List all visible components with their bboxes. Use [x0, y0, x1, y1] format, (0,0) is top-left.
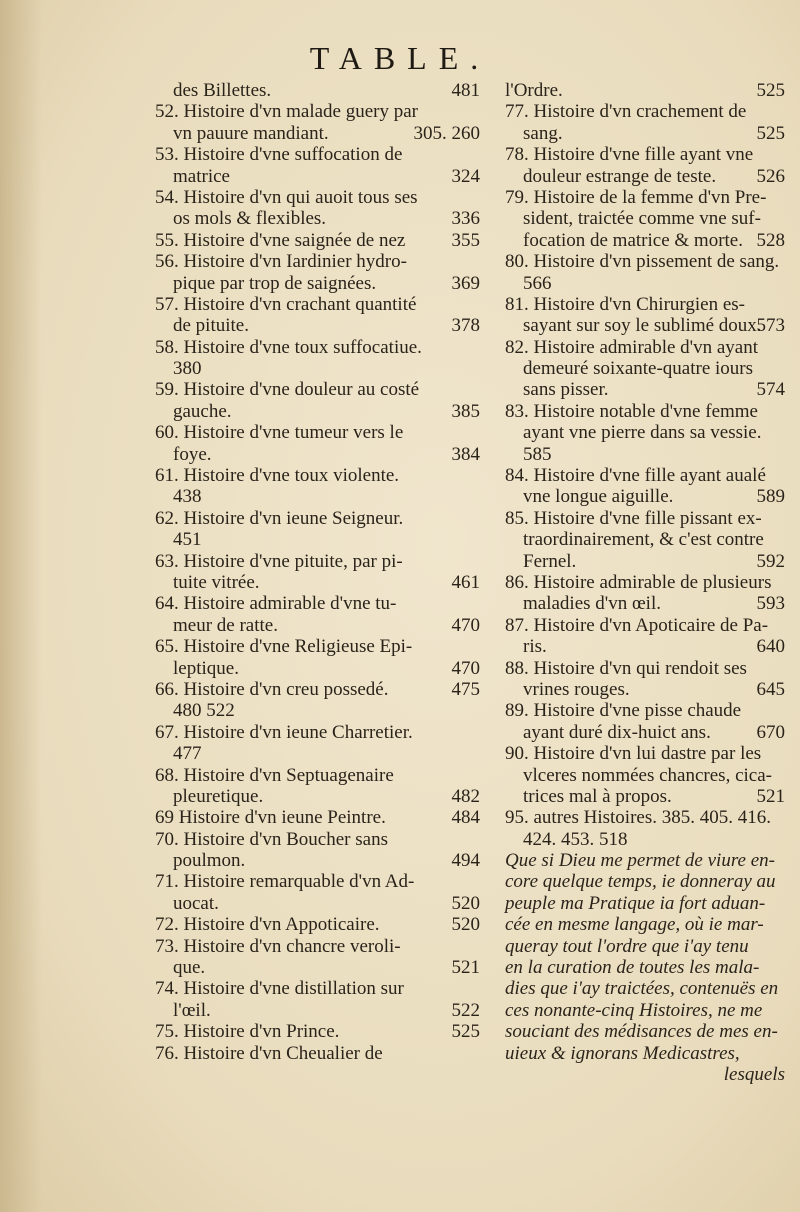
- toc-line: [155, 636, 480, 657]
- toc-line: [505, 251, 785, 272]
- toc-line: [155, 166, 480, 187]
- toc-line: [505, 315, 785, 336]
- toc-entry-text: 64. Histoire admirable d'vne tu-: [155, 593, 397, 615]
- closing-note-line: dies que i'ay traictées, contenuës en: [505, 978, 779, 1000]
- toc-entry-text: 73. Histoire d'vn chancre veroli-: [155, 935, 401, 957]
- closing-note-line: core quelque temps, ie donneray au: [505, 871, 776, 893]
- toc-entry-text: 380: [173, 358, 202, 380]
- toc-entry-text: l'Ordre.: [505, 80, 563, 101]
- toc-line: [155, 486, 480, 507]
- toc-line: [155, 251, 480, 272]
- toc-entry-text: 70. Histoire d'vn Boucher sans: [155, 828, 388, 850]
- closing-note-line: souciant des médisances de mes en-: [505, 1021, 778, 1043]
- toc-line: [155, 465, 480, 486]
- toc-entry-text: 82. Histoire admirable d'vn ayant: [505, 336, 758, 358]
- toc-line: [155, 444, 480, 465]
- toc-entry-text: maladies d'vn œil.: [523, 593, 661, 615]
- page-header-title: TABLE.: [309, 40, 491, 76]
- toc-page-number: 305. 260: [413, 122, 480, 144]
- toc-entry-text: sans pisser.: [523, 379, 609, 401]
- toc-entry-text: tuite vitrée.: [173, 571, 260, 593]
- toc-line: [155, 700, 480, 721]
- toc-line: [155, 294, 480, 315]
- toc-entry-text: 83. Histoire notable d'vne femme: [505, 400, 758, 422]
- toc-entry-text: 84. Histoire d'vne fille ayant aualé: [505, 465, 766, 487]
- toc-entry-text: 71. Histoire remarquable d'vn Ad-: [155, 871, 415, 893]
- toc-entry-text: 80. Histoire d'vn pissement de sang.: [505, 251, 780, 273]
- toc-entry-text: de pituite.: [173, 315, 249, 337]
- toc-entry-text: matrice: [173, 165, 230, 187]
- toc-line: [505, 401, 785, 422]
- toc-line: [155, 1000, 480, 1021]
- toc-line: [155, 914, 480, 935]
- toc-entry-text: leptique.: [173, 657, 239, 679]
- toc-page-number: 574: [756, 379, 785, 401]
- toc-line: [155, 529, 480, 550]
- toc-page-number: 336: [451, 208, 480, 230]
- toc-page-number: 573: [756, 315, 785, 337]
- toc-line: [505, 166, 785, 187]
- toc-entry-text: 85. Histoire d'vne fille pissant ex-: [505, 507, 762, 529]
- toc-line: [155, 615, 480, 636]
- toc-entry-text: traordinairement, & c'est contre: [523, 529, 764, 551]
- toc-line: [155, 358, 480, 379]
- toc-entry-text: sayant sur soy le sublimé doux.: [523, 315, 762, 337]
- closing-note-line: lesquels: [723, 1063, 785, 1085]
- toc-entry-text: pique par trop de saignées.: [173, 272, 377, 294]
- toc-page-number: 324: [451, 165, 480, 187]
- closing-note-line: Que si Dieu me permet de viure en-: [505, 850, 775, 872]
- toc-entry-text: 66. Histoire d'vn creu possedé.: [155, 678, 389, 700]
- toc-page-number: 494: [451, 850, 480, 872]
- toc-page-number: 520: [451, 892, 480, 914]
- toc-entry-text: pleuretique.: [173, 785, 264, 807]
- toc-line: [155, 337, 480, 358]
- toc-line: [155, 572, 480, 593]
- toc-page-number: 592: [756, 550, 785, 572]
- toc-line: [155, 273, 480, 294]
- toc-line: [505, 358, 785, 379]
- toc-entry-text: 67. Histoire d'vn ieune Charretier.: [155, 721, 413, 743]
- toc-entry-text: vrines rouges.: [523, 678, 630, 700]
- toc-line: [155, 679, 480, 700]
- closing-note-line: ces nonante-cinq Histoires, ne me: [505, 999, 763, 1021]
- toc-line: [155, 978, 480, 999]
- toc-entry-text: 62. Histoire d'vn ieune Seigneur.: [155, 507, 404, 529]
- toc-entry-text: l'œil.: [173, 999, 211, 1021]
- toc-line: [155, 101, 480, 122]
- toc-line: [505, 337, 785, 358]
- closing-note-line: en la curation de toutes les mala-: [505, 957, 760, 979]
- toc-entry-text: 81. Histoire d'vn Chirurgien es-: [505, 293, 746, 315]
- toc-line: [505, 508, 785, 529]
- toc-entry-text: 585: [523, 443, 552, 465]
- toc-page-number: 525: [451, 1021, 480, 1043]
- toc-entry-text: trices mal à propos.: [523, 785, 672, 807]
- toc-line: [155, 230, 480, 251]
- toc-entry-text: uocat.: [173, 892, 219, 914]
- toc-entry-text: que.: [173, 957, 206, 979]
- toc-entry-text: os mols & flexibles.: [173, 208, 327, 230]
- toc-entry-text: 65. Histoire d'vne Religieuse Epi-: [155, 636, 413, 658]
- closing-note-line: queray tout l'ordre que i'ay tenu: [505, 935, 749, 957]
- toc-entry-text: ayant duré dix-huict ans.: [523, 721, 711, 743]
- left-column: [155, 80, 480, 1064]
- toc-line: [155, 315, 480, 336]
- toc-page-number: 475: [451, 678, 480, 700]
- toc-entry-text: 61. Histoire d'vne toux violente.: [155, 465, 400, 487]
- toc-entry-text: vn pauure mandiant.: [173, 122, 329, 144]
- toc-entry-text: 58. Histoire d'vne toux suffocatiue.: [155, 336, 422, 358]
- toc-line: [155, 551, 480, 572]
- toc-line: [505, 572, 785, 593]
- toc-page-number: 521: [451, 957, 480, 979]
- toc-entry-text: 87. Histoire d'vn Apoticaire de Pa-: [505, 614, 769, 636]
- toc-line: [155, 379, 480, 400]
- toc-page-number: 385: [451, 400, 480, 422]
- toc-line: [505, 144, 785, 165]
- toc-page-number: 355: [451, 229, 480, 251]
- toc-entry-text: 566: [523, 272, 552, 294]
- toc-line: [505, 636, 785, 657]
- toc-entry-text: 86. Histoire admirable de plusieurs: [505, 571, 772, 593]
- toc-line: [155, 422, 480, 443]
- toc-line: [505, 700, 785, 721]
- toc-page-number: 470: [451, 657, 480, 679]
- toc-entry-text: 72. Histoire d'vn Appoticaire.: [155, 914, 380, 936]
- toc-entry-text: sident, traictée comme vne suf-: [523, 208, 761, 230]
- toc-line: [155, 508, 480, 529]
- toc-entry-text: 89. Histoire d'vne pisse chaude: [505, 700, 742, 722]
- toc-entry-text: des Billettes.: [173, 80, 272, 101]
- toc-line: [155, 208, 480, 229]
- toc-page-number: 525: [756, 122, 785, 144]
- toc-entry-text: 451: [173, 529, 202, 551]
- toc-entry-text: sang.: [523, 122, 563, 144]
- toc-line: [505, 529, 785, 550]
- toc-line: [155, 1021, 480, 1042]
- toc-page-number: 521: [756, 785, 785, 807]
- toc-entry-text: demeuré soixante-quatre iours: [523, 358, 754, 380]
- toc-line: [155, 893, 480, 914]
- closing-note-line: peuple ma Pratique ia fort aduan-: [505, 892, 766, 914]
- closing-note-line: cée en mesme langage, où ie mar-: [505, 914, 764, 936]
- toc-line: [505, 722, 785, 743]
- toc-entry-text: 75. Histoire d'vn Prince.: [155, 1021, 340, 1043]
- toc-page-number: 482: [451, 785, 480, 807]
- toc-entry-text: 424. 453. 518: [523, 828, 628, 850]
- toc-line: [505, 465, 785, 486]
- toc-line: [505, 422, 785, 443]
- toc-line: [155, 722, 480, 743]
- toc-line: [155, 401, 480, 422]
- toc-page-number: 670: [756, 721, 785, 743]
- toc-entry-text: 77. Histoire d'vn crachement de: [505, 101, 747, 123]
- toc-entry-text: vne longue aiguille.: [523, 486, 674, 508]
- toc-line: [155, 187, 480, 208]
- toc-entry-text: 68. Histoire d'vn Septuagenaire: [155, 764, 394, 786]
- toc-page-number: 481: [451, 80, 480, 101]
- toc-page-number: 378: [451, 315, 480, 337]
- toc-entry-text: focation de matrice & morte.: [523, 229, 743, 251]
- toc-entry-text: 63. Histoire d'vne pituite, par pi-: [155, 550, 403, 572]
- toc-entry-text: 90. Histoire d'vn lui dastre par les: [505, 743, 762, 765]
- toc-line: [505, 615, 785, 636]
- toc-line: [505, 294, 785, 315]
- toc-line: [155, 850, 480, 871]
- toc-entry-text: 54. Histoire d'vn qui auoit tous ses: [155, 186, 418, 208]
- toc-entry-text: gauche.: [173, 400, 232, 422]
- toc-entry-text: 480 522: [173, 700, 235, 722]
- toc-line: [505, 273, 785, 294]
- toc-line: [505, 80, 785, 101]
- toc-line: [155, 1043, 480, 1064]
- toc-entry-text: vlceres nommées chancres, cica-: [523, 764, 772, 786]
- toc-page-number: 640: [756, 636, 785, 658]
- toc-entry-text: 477: [173, 743, 202, 765]
- toc-page-number: 525: [756, 80, 785, 101]
- toc-entry-text: foye.: [173, 443, 212, 465]
- toc-line: [155, 144, 480, 165]
- toc-line: [155, 593, 480, 614]
- toc-line: [155, 829, 480, 850]
- toc-line: [505, 123, 785, 144]
- toc-line: [505, 208, 785, 229]
- toc-line: [505, 829, 785, 850]
- toc-entry-text: 57. Histoire d'vn crachant quantité: [155, 293, 417, 315]
- toc-entry-text: 76. Histoire d'vn Cheualier de: [155, 1042, 383, 1064]
- toc-line: [155, 807, 480, 828]
- toc-entry-text: 52. Histoire d'vn malade guery par: [155, 101, 419, 123]
- toc-entry-text: meur de ratte.: [173, 614, 278, 636]
- toc-entry-text: 95. autres Histoires. 385. 405. 416.: [505, 807, 771, 829]
- right-column: [505, 80, 785, 1085]
- toc-entry-text: 53. Histoire d'vne suffocation de: [155, 144, 403, 166]
- toc-line: [505, 551, 785, 572]
- closing-note: [505, 850, 785, 1085]
- toc-page-number: 369: [451, 272, 480, 294]
- toc-line: [505, 187, 785, 208]
- toc-page-number: 461: [451, 571, 480, 593]
- toc-line: [155, 871, 480, 892]
- toc-entry-text: Fernel.: [523, 550, 577, 572]
- toc-entry-text: 88. Histoire d'vn qui rendoit ses: [505, 657, 747, 679]
- toc-line: [505, 379, 785, 400]
- toc-page-number: 522: [451, 999, 480, 1021]
- toc-line: [155, 658, 480, 679]
- toc-entry-text: 59. Histoire d'vne douleur au costé: [155, 379, 420, 401]
- toc-page-number: 589: [756, 486, 785, 508]
- toc-line: [505, 679, 785, 700]
- toc-line: [155, 80, 480, 101]
- toc-line: [505, 444, 785, 465]
- toc-entry-text: ris.: [523, 636, 547, 658]
- toc-line: [505, 743, 785, 764]
- toc-page-number: 520: [451, 914, 480, 936]
- toc-page-number: 526: [756, 165, 785, 187]
- toc-page-number: 384: [451, 443, 480, 465]
- toc-page-number: 645: [756, 678, 785, 700]
- toc-line: [505, 658, 785, 679]
- toc-line: [505, 101, 785, 122]
- gutter-shadow: [0, 0, 42, 1212]
- toc-entry-text: poulmon.: [173, 850, 246, 872]
- toc-line: [505, 786, 785, 807]
- toc-entry-text: ayant vne pierre dans sa vessie.: [523, 422, 762, 444]
- toc-line: [155, 957, 480, 978]
- toc-line: [505, 593, 785, 614]
- toc-page-number: 484: [451, 807, 480, 829]
- toc-line: [155, 743, 480, 764]
- toc-line: [505, 230, 785, 251]
- closing-note-line: uieux & ignorans Medicastres,: [505, 1042, 740, 1064]
- toc-entry-text: 69 Histoire d'vn ieune Peintre.: [155, 807, 386, 829]
- toc-entry-text: 55. Histoire d'vne saignée de nez: [155, 229, 406, 251]
- toc-entry-text: 78. Histoire d'vne fille ayant vne: [505, 144, 754, 166]
- toc-line: [155, 123, 480, 144]
- toc-line: [155, 936, 480, 957]
- toc-entry-text: 56. Histoire d'vn Iardinier hydro-: [155, 251, 407, 273]
- toc-entry-text: 60. Histoire d'vne tumeur vers le: [155, 422, 404, 444]
- toc-entry-text: douleur estrange de teste.: [523, 165, 717, 187]
- toc-page-number: 470: [451, 614, 480, 636]
- toc-line: [155, 765, 480, 786]
- toc-entry-text: 79. Histoire de la femme d'vn Pre-: [505, 186, 767, 208]
- toc-page-number: 528: [756, 229, 785, 251]
- toc-line: [155, 786, 480, 807]
- toc-line: [505, 765, 785, 786]
- toc-page-number: 593: [756, 593, 785, 615]
- toc-line: [505, 807, 785, 828]
- toc-entry-text: 438: [173, 486, 202, 508]
- toc-line: [505, 486, 785, 507]
- toc-entry-text: 74. Histoire d'vne distillation sur: [155, 978, 404, 1000]
